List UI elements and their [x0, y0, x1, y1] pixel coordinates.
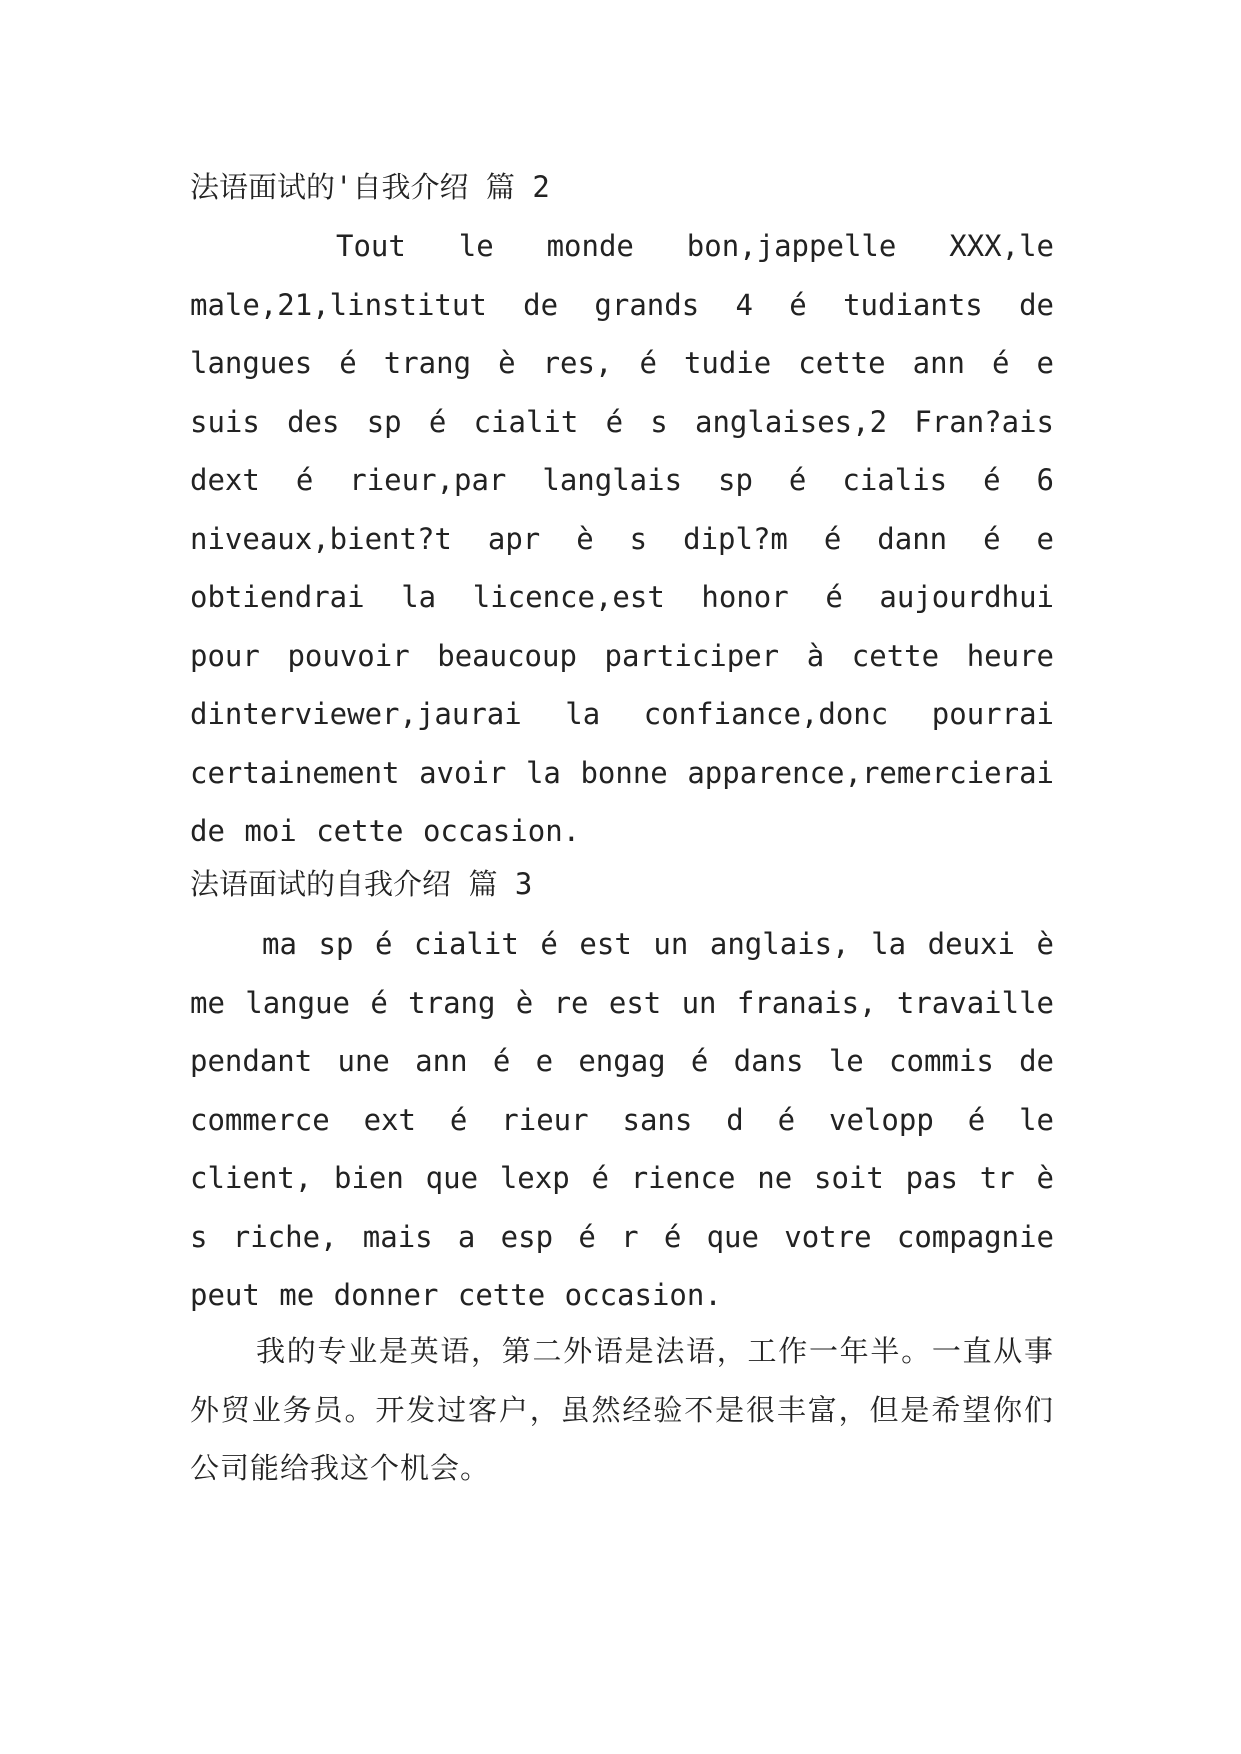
section-2-paragraph-french: Tout le monde bon,jappelle XXX,le male,21,linstitut de grands 4 é tudiants de langues é trang è res, é tudie cette ann é e suis des sp é cialit é s anglaises,2 Fran?ais dext é rieur,par langlais sp é cialis é 6 niveaux,bient?t apr è s dipl?m é dann é e obtiendrai la licence,est honor é aujourdhui pour pouvoir beaucoup participer à cette heure dinterviewer,jaurai la confiance,donc pourrai certainement avoir la bonne apparence,remercierai de moi cette occasion. [190, 229, 1054, 848]
section-title-3: 法语面试的自我介绍 篇 3 [190, 867, 533, 901]
section-title-2: 法语面试的'自我介绍 篇 2 [190, 170, 550, 204]
section-3-paragraph-french: ma sp é cialit é est un anglais, la deuxi è me langue é trang è re est un franais, travaille pendant une ann é e engag é dans le commis de commerce ext é rieur sans d é velopp é le client, bien que lexp é rience ne soit pas tr è s riche, mais a esp é r é que votre compagnie peut me donner cette occasion. [190, 927, 1054, 1312]
section-3-paragraph-chinese: 我的专业是英语，第二外语是法语，工作一年半。一直从事外贸业务员。开发过客户，虽然经验不是很丰富，但是希望你们公司能给我这个机会。 [190, 1334, 1054, 1485]
